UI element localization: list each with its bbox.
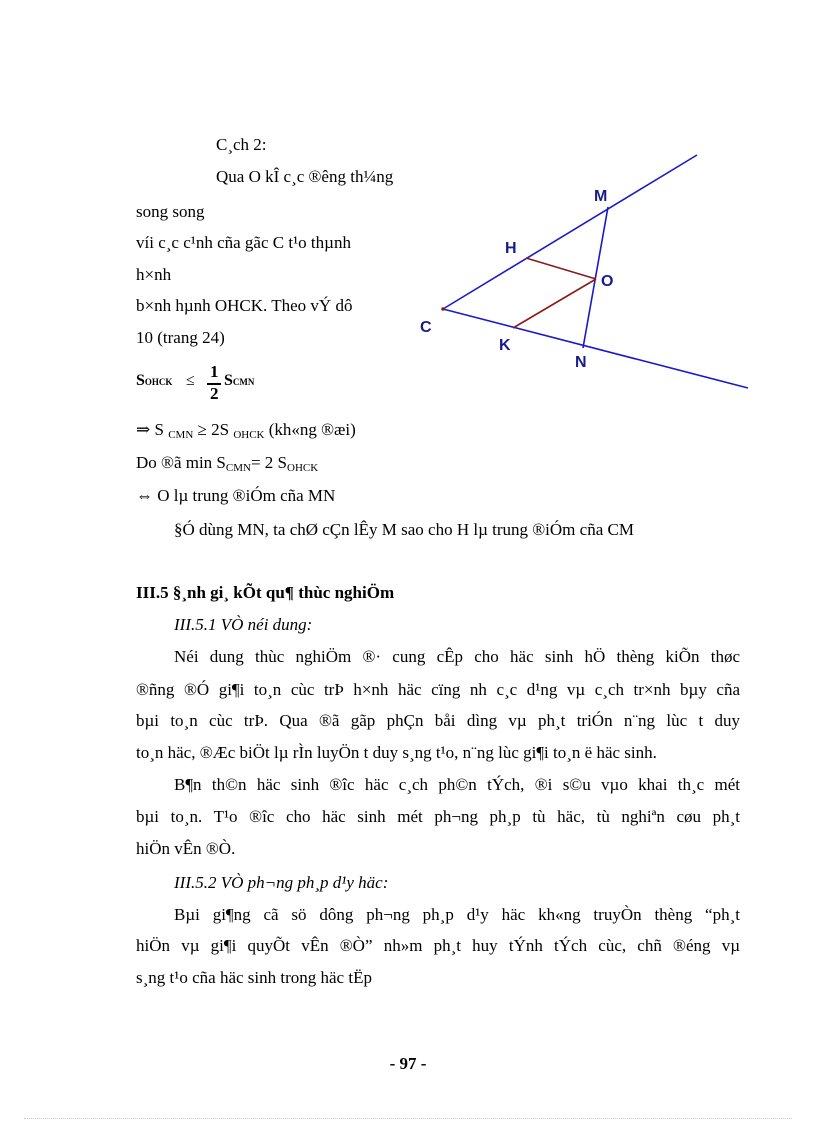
text-line: Qua O kÎ c¸c ®êng th¼ng xyxy=(216,167,394,186)
fraction-numerator: 1 xyxy=(210,362,219,381)
paragraph-line: hiÖn vÊn ®Ò. xyxy=(136,839,236,858)
paragraph-line: Néi dung thùc nghiÖm ®· cung cÊp cho häc sinh hÖ thèng kiÕn thøc xyxy=(174,647,740,666)
upper-ray xyxy=(443,155,697,309)
method-2-label: C¸ch 2: xyxy=(216,135,267,154)
construction-note: §Ó dùng MN, ta chØ cÇn lÊy M sao cho H lµ trung ®iÓm cña CM xyxy=(174,520,634,539)
text-line: h×nh xyxy=(136,265,172,284)
paragraph-line: hiÖn vµ gi¶i quyÕt vÊn ®Ò” nh»m ph¸t huy tÝnh tÝch cùc, chñ ®éng vµ xyxy=(136,936,740,955)
segment-ko xyxy=(513,279,596,328)
paragraph-line: ®ñng ®Ó gi¶i to¸n cùc trÞ h×nh häc cïng nh c¸c d¹ng vµ c¸ch tr×nh bµy cña xyxy=(136,680,740,699)
label-k: K xyxy=(499,337,511,354)
rhs-symbol: S xyxy=(224,372,233,389)
implication-line-3: ⇔ O lµ trung ®iÓm cña MN xyxy=(136,486,336,505)
label-n: N xyxy=(575,354,587,371)
section-heading: III.5 §¸nh gi¸ kÕt qu¶ thùc nghiÖm xyxy=(136,583,395,602)
paragraph-line: s¸ng t¹o cña häc sinh trong häc tËp xyxy=(136,968,372,987)
text-line: song song xyxy=(136,202,205,221)
text-line: víi c¸c c¹nh cña gãc C t¹o thµnh xyxy=(136,233,351,252)
subsection-heading-2: III.5.2 VÒ ph¬ng ph¸p d¹y häc: xyxy=(174,873,389,892)
rhs-subscript: CMN xyxy=(232,377,255,387)
fraction-denominator: 2 xyxy=(210,384,219,403)
page-number: - 97 - xyxy=(389,1054,427,1073)
label-h: H xyxy=(505,240,517,257)
lhs-symbol: S xyxy=(136,372,145,389)
paragraph-line: bµi to¸n cùc trÞ. Qua ®ã gãp phÇn båi dìng vµ ph¸t triÓn n¨ng lùc t duy xyxy=(136,711,740,730)
segment-ho xyxy=(526,258,596,279)
implication-line-1: ⇒ S $_{CMN}$ ≥ 2S $_{OHCK}$ (kh«ng ®æi) xyxy=(136,420,356,441)
point-c xyxy=(441,307,445,311)
label-m: M xyxy=(594,188,608,205)
paragraph-line: B¶n th©n häc sinh ®îc häc c¸ch ph©n tÝch, ®i s©u vµo khai th¸c mét xyxy=(174,775,740,794)
implication-line-2: Do ®ã $\min S_{CMN}= 2$ $S_{OHCK}$ xyxy=(136,453,319,474)
lhs-subscript: OHCK xyxy=(144,377,173,387)
paragraph-line: Bµi gi¶ng cã sö dông ph¬ng ph¸p d¹y häc kh«ng truyÒn thèng “ph¸t xyxy=(174,905,740,924)
footer-divider xyxy=(24,1118,792,1119)
paragraph-line: bµi to¸n. T¹o ®îc cho häc sinh mét ph¬ng ph¸p tù häc, tù nghiªn cøu ph¸t xyxy=(136,807,740,826)
text-line: 10 (trang 24) xyxy=(136,328,225,347)
paragraph-line: to¸n häc, ®Æc biÖt lµ rÌn luyÖn t duy s¸ng t¹o, n¨ng lùc gi¶i to¸n ë häc sinh. xyxy=(136,743,657,762)
label-o: O xyxy=(601,273,614,290)
subsection-heading-1: III.5.1 VÒ néi dung: xyxy=(174,615,313,634)
text-line: b×nh hµnh OHCK. Theo vÝ dô xyxy=(136,296,353,315)
leq-symbol: ≤ xyxy=(186,372,195,389)
lower-ray xyxy=(443,309,748,388)
label-c: C xyxy=(420,319,432,336)
